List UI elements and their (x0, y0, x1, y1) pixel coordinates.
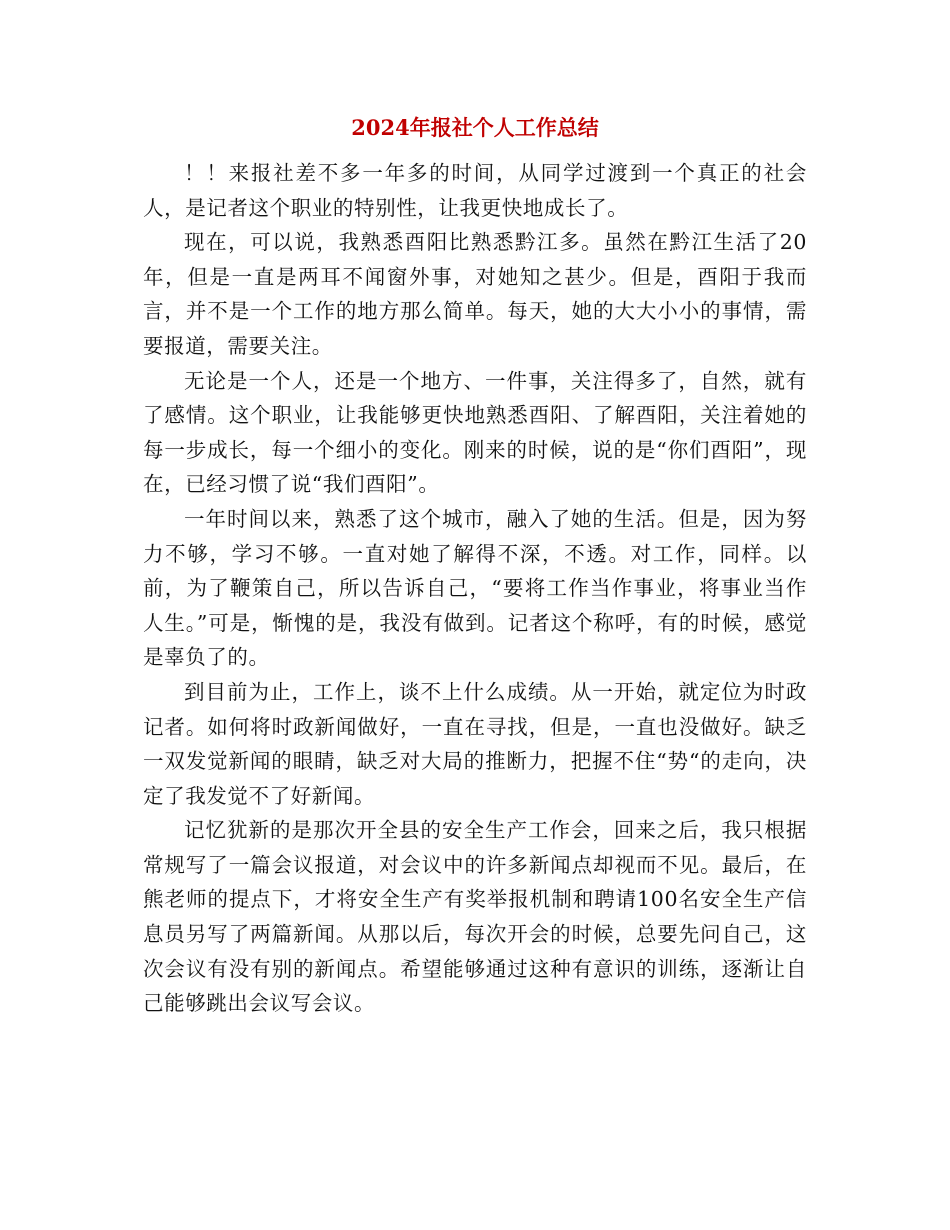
document-body (143, 156, 807, 1021)
document-title: 2024年报社个人工作总结 (351, 115, 599, 140)
paragraph-3: 无论是一个人，还是一个地方、一件事，关注得多了，自然，就有了感情。这个职业，让我能够更快地熟悉酉阳、了解酉阳，关注着她的每一步成长，每一个细小的变化。刚来的时候，说的是“你们酉阳”，现在，已经习惯了说“我们酉阳”。 (143, 368, 807, 497)
paragraph-2: 现在，可以说，我熟悉酉阳比熟悉黔江多。虽然在黔江生活了20年，但是一直是两耳不闻窗外事，对她知之甚少。但是，酉阳于我而言，并不是一个工作的地方那么简单。每天，她的大大小小的事情，需要报道，需要关注。 (143, 230, 807, 358)
paragraph-1: ！！来报社差不多一年多的时间，从同学过渡到一个真正的社会人，是记者这个职业的特别性，让我更快地成长了。 (143, 161, 807, 220)
paragraph-6: 记忆犹新的是那次开全县的安全生产工作会，回来之后，我只根据常规写了一篇会议报道，对会议中的许多新闻点却视而不见。最后，在熊老师的提点下，才将安全生产有奖举报机制和聘请100名安全生产信息员另写了两篇新闻。从那以后，每次开会的时候，总要先问自己，这次会议有没有别的新闻点。希望能够通过这种有意识的训练，逐渐让自己能够跳出会议写会议。 (143, 818, 807, 1016)
paragraph-5: 到目前为止，工作上，谈不上什么成绩。从一开始，就定位为时政记者。如何将时政新闻做好，一直在寻找，但是，一直也没做好。缺乏一双发觉新闻的眼睛，缺乏对大局的推断力，把握不住“势“的走向，决定了我发觉不了好新闻。 (143, 679, 807, 808)
paragraph-4: 一年时间以来，熟悉了这个城市，融入了她的生活。但是，因为努力不够，学习不够。一直对她了解得不深，不透。对工作，同样。以前，为了鞭策自己，所以告诉自己，“要将工作当作事业，将事业当作人生。”可是，惭愧的是，我没有做到。记者这个称呼，有的时候，感觉是辜负了的。 (143, 506, 807, 670)
